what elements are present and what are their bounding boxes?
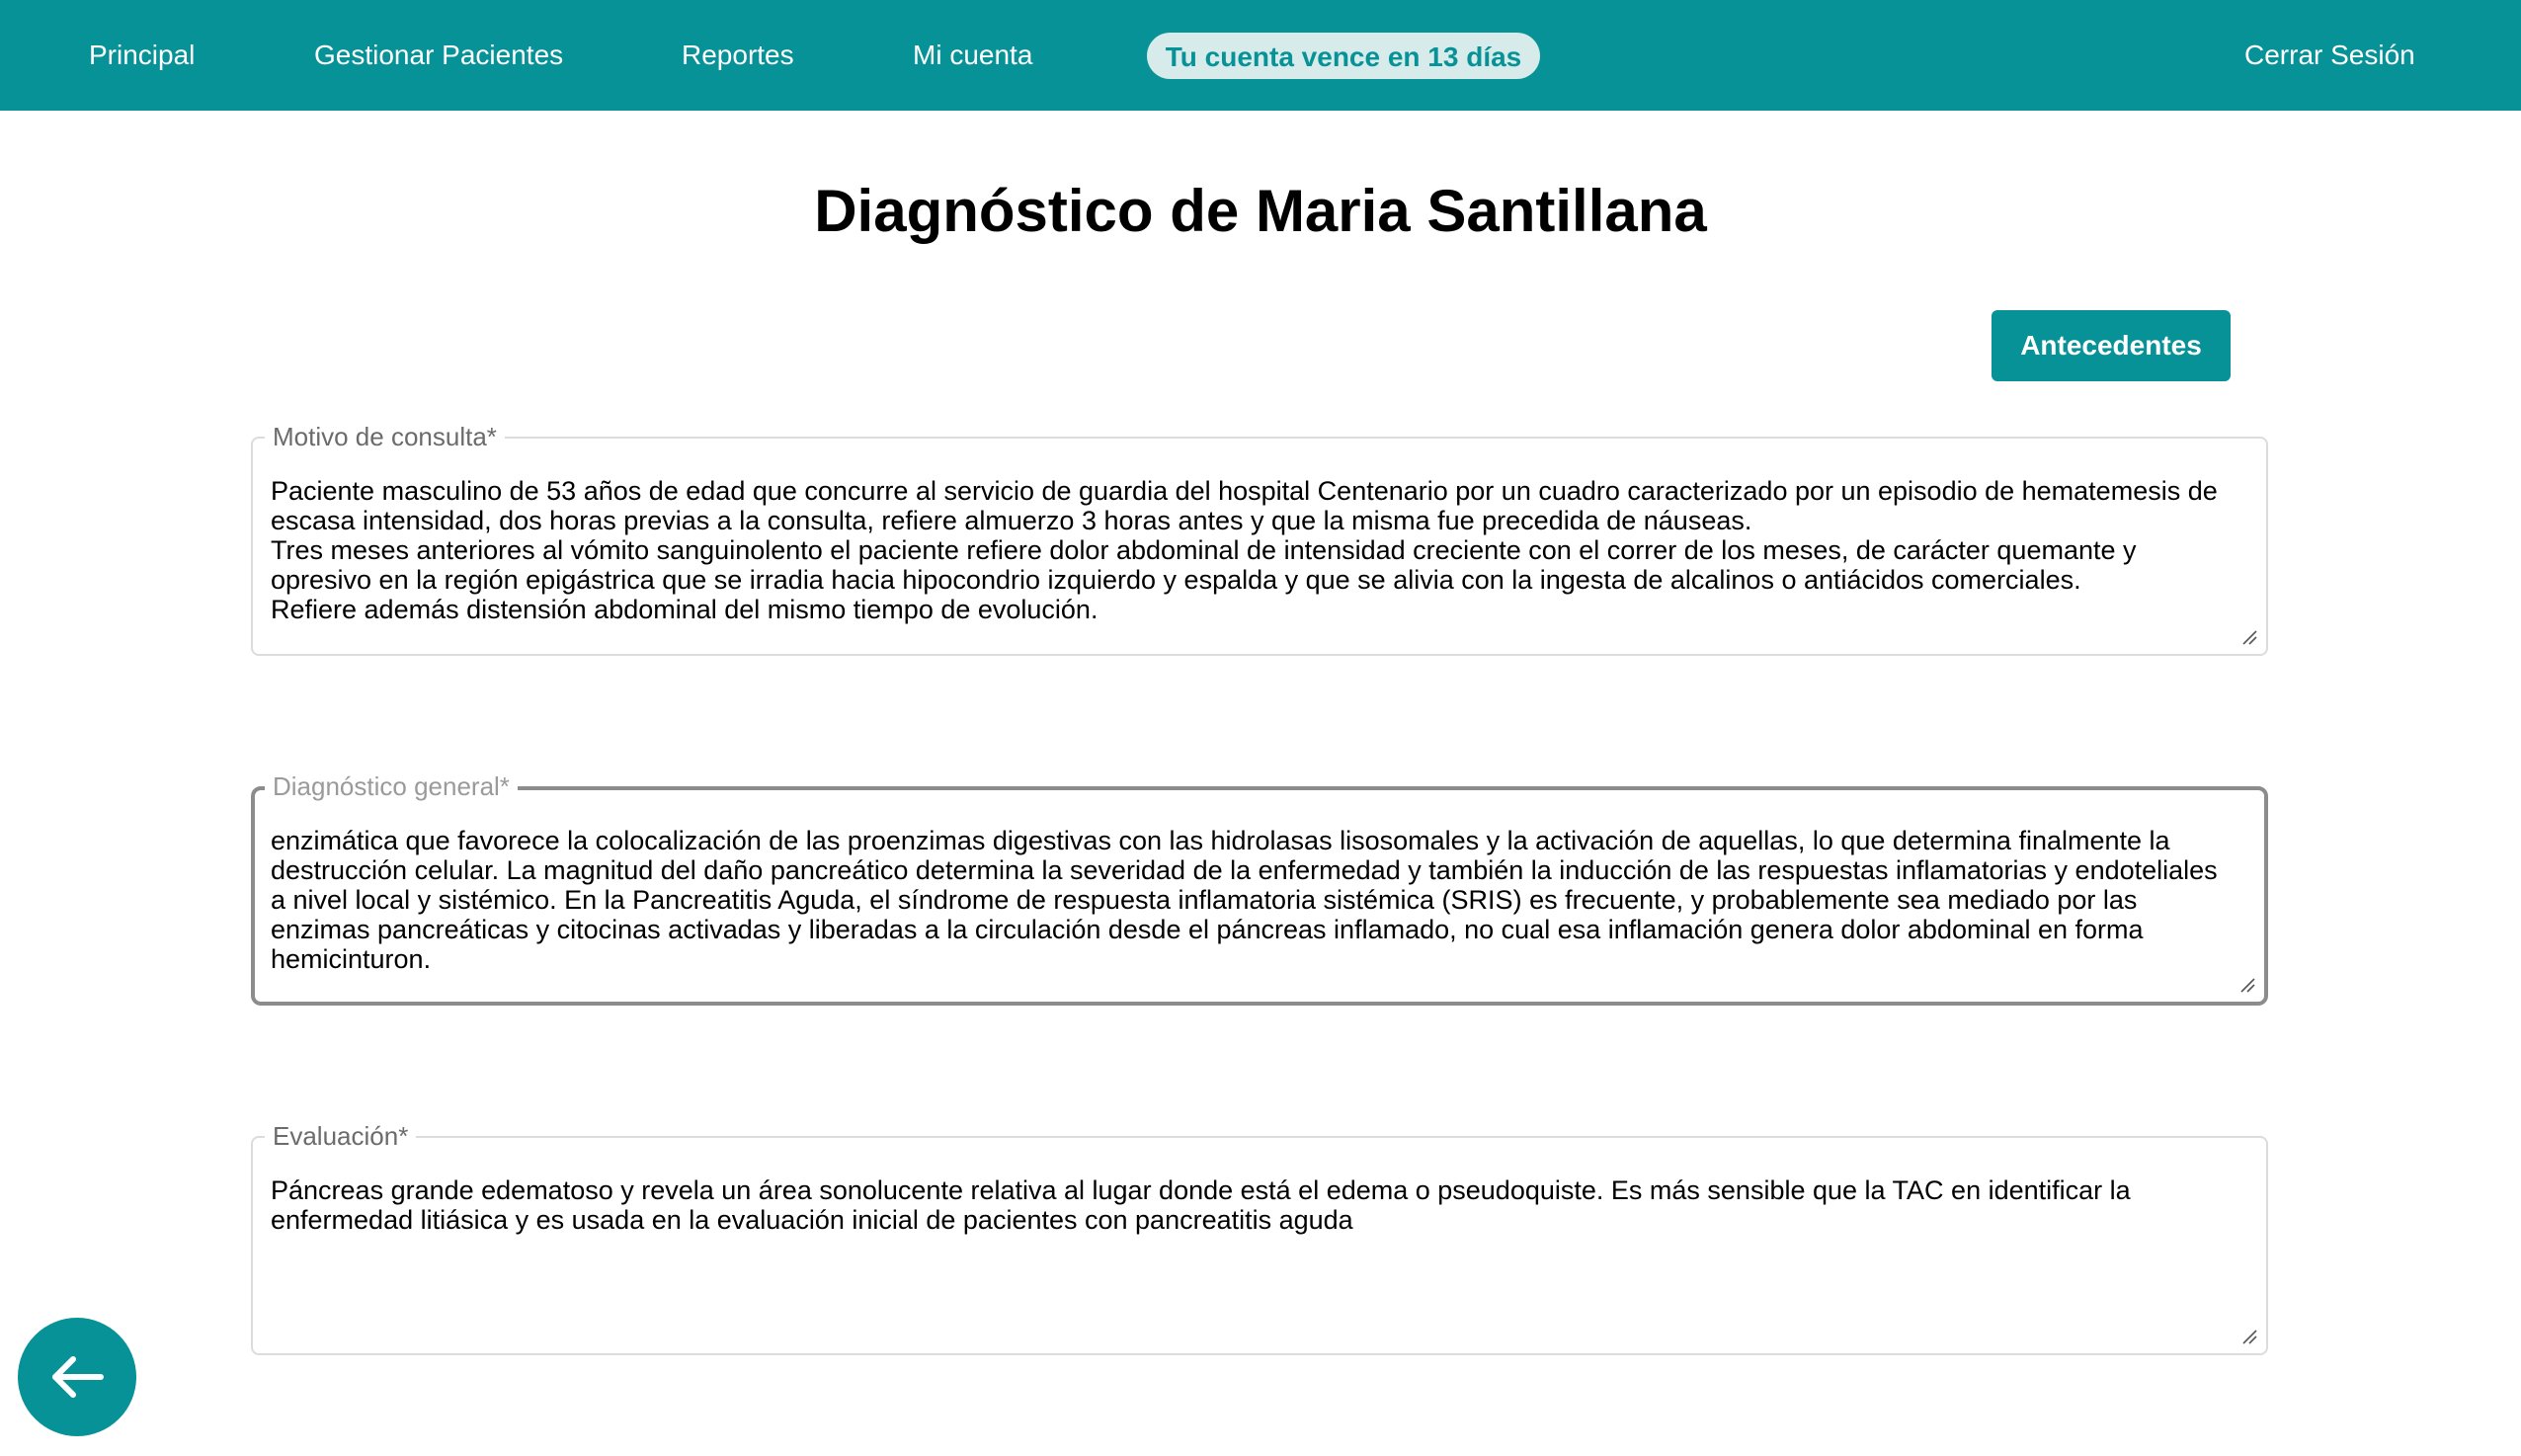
diagnostico-general-textarea[interactable]: enzimática que favorece la colocalización de las proenzimas digestivas con las hidrolasas lisosomales y la activación de aquellas, lo que determina finalmente la destrucción celular. La magnitud del daño pancreático determina la severidad de la enfermedad y también la inducción de las respuestas inflamatorias y endoteliales a nivel local y sistémico. En la Pancreatitis Aguda, el síndrome de respuesta inflamatoria sistémica (SRIS) es frecuente, y probablemente sea mediado por las enzimas pancreáticas y citocinas activadas y liberadas a la circulación desde el páncreas inflamado, no cual esa inflamación genera dolor abdominal en forma hemicinturon. bbox=[271, 826, 2226, 974]
evaluacion-field[interactable] bbox=[251, 1121, 2268, 1355]
diagnostico-general-label: Diagnóstico general* bbox=[265, 767, 518, 806]
evaluacion-label: Evaluación* bbox=[265, 1116, 416, 1156]
resize-handle-icon[interactable] bbox=[2240, 628, 2258, 646]
nav-link-mi-cuenta[interactable]: Mi cuenta bbox=[913, 40, 1033, 70]
evaluacion-textarea[interactable]: Páncreas grande edematoso y revela un área sonolucente relativa al lugar donde está el edema o pseudoquiste. Es más sensible que la TAC en identificar la enfermedad litiásica y es usada en la evaluación inicial de pacientes con pancreatitis aguda bbox=[271, 1175, 2139, 1235]
top-navbar bbox=[0, 0, 2521, 111]
back-button[interactable] bbox=[18, 1318, 136, 1436]
diagnostico-general-field[interactable] bbox=[251, 771, 2268, 1006]
motivo-consulta-label: Motivo de consulta* bbox=[265, 417, 505, 456]
motivo-consulta-textarea[interactable]: Paciente masculino de 53 años de edad que concurre al servicio de guardia del hospital Centenario por un cuadro caracterizado por un episodio de hematemesis de escasa intensidad, dos horas previas a la consulta, refiere almuerzo 3 horas antes y que la misma fue precedida de náuseas. Tres meses anteriores al vómito sanguinolento el paciente refiere dolor abdominal de intensidad creciente con el correr de los meses, de carácter quemante y opresivo en la región epigástrica que se irradia hacia hipocondrio izquierdo y espalda y que se alivia con la ingesta de alcalinos o antiácidos comerciales. Refiere además distensión abdominal del mismo tiempo de evolución. bbox=[271, 476, 2218, 624]
nav-link-principal[interactable]: Principal bbox=[89, 40, 196, 70]
motivo-consulta-field[interactable] bbox=[251, 422, 2268, 656]
arrow-left-icon bbox=[47, 1347, 107, 1407]
nav-link-gestionar-pacientes[interactable]: Gestionar Pacientes bbox=[314, 40, 564, 70]
resize-handle-icon[interactable] bbox=[2240, 1328, 2258, 1345]
logout-link[interactable]: Cerrar Sesión bbox=[2244, 40, 2415, 70]
antecedentes-button[interactable]: Antecedentes bbox=[1992, 310, 2231, 381]
nav-link-reportes[interactable]: Reportes bbox=[682, 40, 794, 70]
page-title: Diagnóstico de Maria Santillana bbox=[814, 178, 1707, 244]
account-expiry-badge: Tu cuenta vence en 13 días bbox=[1147, 33, 1540, 79]
resize-handle-icon[interactable] bbox=[2238, 976, 2256, 994]
